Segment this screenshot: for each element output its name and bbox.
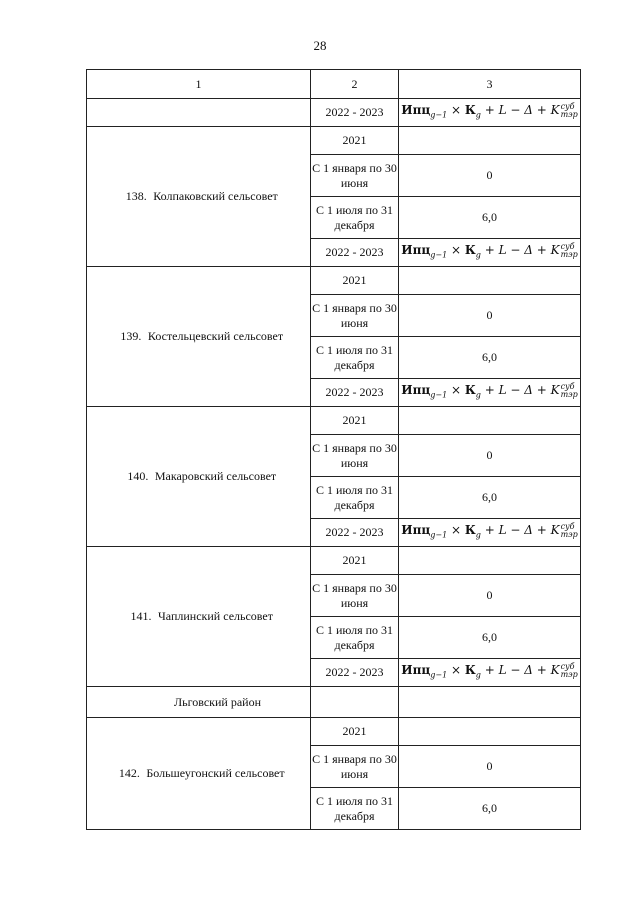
formula-cell: [399, 519, 581, 547]
formula-cell: [399, 239, 581, 267]
period-cell: С 1 июля по 31 декабря: [311, 617, 399, 659]
header-col-1: 1: [87, 70, 311, 99]
value-cell: 6,0: [399, 477, 581, 519]
period-cell: 2022 - 2023: [311, 99, 399, 127]
council-number: 140.: [127, 469, 149, 483]
district-row: [87, 687, 581, 718]
table-row: [87, 99, 581, 127]
table-row: [87, 547, 581, 575]
value-cell: 6,0: [399, 617, 581, 659]
period-cell: 2022 - 2023: [311, 379, 399, 407]
tariff-formula: $Ипц_{g-1} \times К_g + L - \Delta + K$ суб тэр: [401, 521, 578, 540]
district-name: Льговский район: [87, 687, 311, 718]
council-number: 141.: [130, 609, 152, 623]
period-cell: С 1 июля по 31 декабря: [311, 197, 399, 239]
council-number: 139.: [120, 329, 142, 343]
header-col-3: 3: [399, 70, 581, 99]
value-cell: [399, 127, 581, 155]
council-name: Большеугонский сельсовет: [146, 766, 285, 780]
period-cell: С 1 января по 30 июня: [311, 295, 399, 337]
council-cell: [87, 267, 311, 407]
council-cell: [87, 718, 311, 830]
empty-cell: [399, 687, 581, 718]
formula-cell: [399, 379, 581, 407]
tariff-formula: $Ипц_{g-1} \times К_g + L - \Delta + K$ суб тэр: [401, 241, 578, 260]
table-row: [87, 267, 581, 295]
tariff-formula: $Ипц_{g-1} \times К_g + L - \Delta + K$ суб тэр: [401, 661, 578, 680]
tariff-formula: $Ипц_{g-1} \times К_g + L - \Delta + K$ суб тэр: [401, 381, 578, 400]
empty-cell: [87, 99, 311, 127]
value-cell: [399, 267, 581, 295]
period-cell: С 1 января по 30 июня: [311, 155, 399, 197]
period-cell: С 1 января по 30 июня: [311, 435, 399, 477]
year-cell: 2021: [311, 547, 399, 575]
value-cell: 0: [399, 575, 581, 617]
council-name: Чаплинский сельсовет: [158, 609, 273, 623]
council-number: 142.: [118, 766, 140, 780]
year-cell: 2021: [311, 407, 399, 435]
formula-cell: [399, 659, 581, 687]
council-cell: [87, 127, 311, 267]
period-cell: С 1 июля по 31 декабря: [311, 477, 399, 519]
value-cell: [399, 718, 581, 746]
table-row: [87, 407, 581, 435]
year-cell: 2021: [311, 718, 399, 746]
value-cell: 0: [399, 746, 581, 788]
empty-cell: [311, 687, 399, 718]
period-cell: 2022 - 2023: [311, 239, 399, 267]
period-cell: С 1 января по 30 июня: [311, 746, 399, 788]
value-cell: 6,0: [399, 788, 581, 830]
council-number: 138.: [125, 189, 147, 203]
header-row: [87, 70, 581, 99]
page-number: 28: [313, 38, 327, 53]
value-cell: [399, 547, 581, 575]
formula-cell: [399, 99, 581, 127]
council-name: Костельцевский сельсовет: [147, 329, 284, 343]
table-row: [87, 718, 581, 746]
value-cell: 0: [399, 435, 581, 477]
value-cell: 0: [399, 155, 581, 197]
council-cell: [87, 407, 311, 547]
table-row: [87, 127, 581, 155]
header-col-2: 2: [311, 70, 399, 99]
period-cell: С 1 января по 30 июня: [311, 575, 399, 617]
value-cell: 0: [399, 295, 581, 337]
council-name: Макаровский сельсовет: [154, 469, 277, 483]
period-cell: 2022 - 2023: [311, 659, 399, 687]
period-cell: С 1 июля по 31 декабря: [311, 337, 399, 379]
period-cell: 2022 - 2023: [311, 519, 399, 547]
period-cell: С 1 июля по 31 декабря: [311, 788, 399, 830]
council-cell: [87, 547, 311, 687]
year-cell: 2021: [311, 127, 399, 155]
year-cell: 2021: [311, 267, 399, 295]
tariff-formula: $Ипц_{g-1} \times К_g + L - \Delta + K$ суб тэр: [401, 101, 578, 120]
value-cell: 6,0: [399, 197, 581, 239]
value-cell: [399, 407, 581, 435]
value-cell: 6,0: [399, 337, 581, 379]
council-name: Колпаковский сельсовет: [153, 189, 278, 203]
tariff-table: [86, 69, 581, 830]
